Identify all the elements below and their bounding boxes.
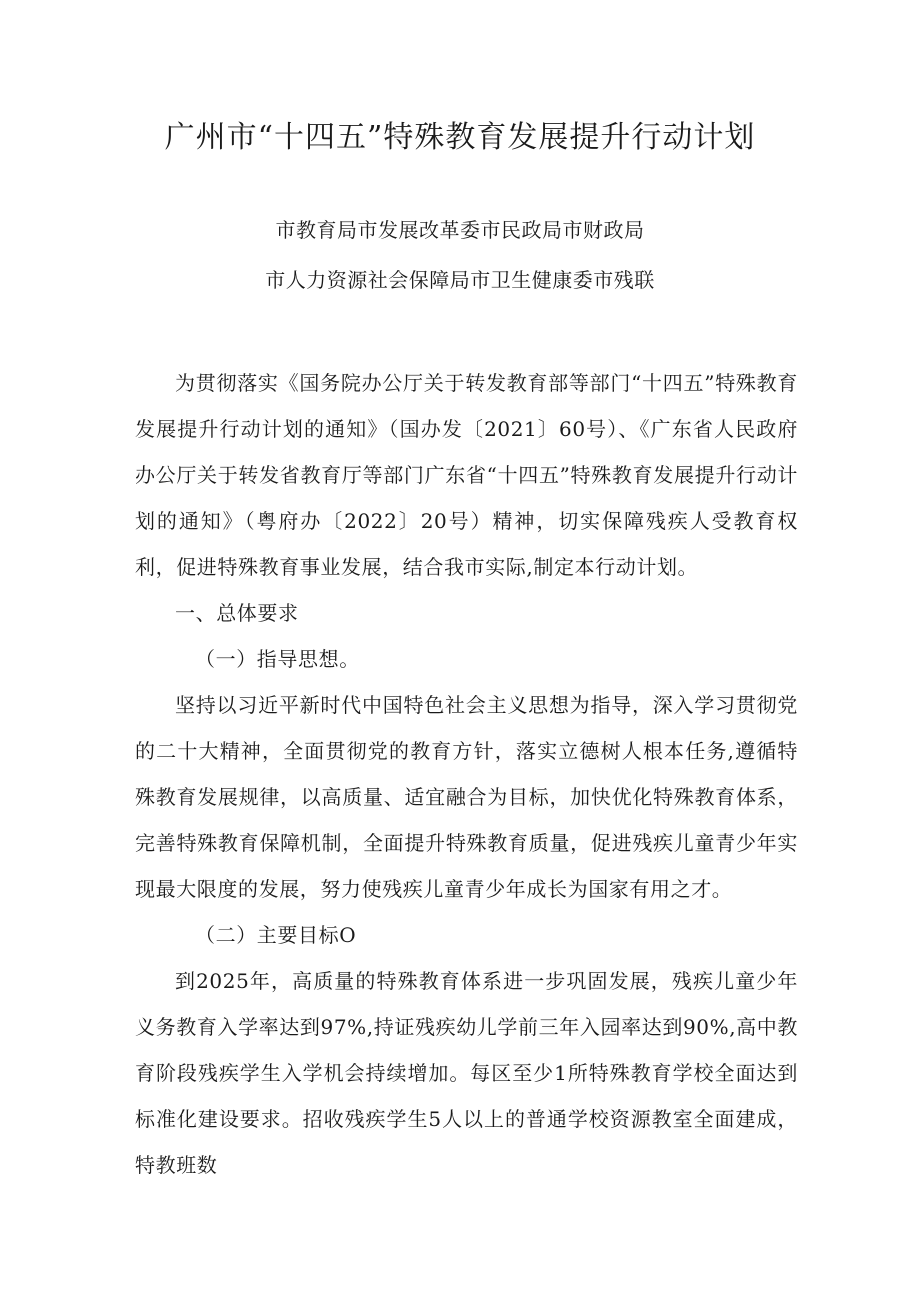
section-heading-general-requirements: 一、总体要求 bbox=[175, 601, 299, 625]
subsection-heading-main-goals: （二）主要目标O bbox=[195, 923, 357, 947]
issuing-departments-line-1: 市教育局市发展改革委市民政局市财政局 bbox=[275, 218, 645, 242]
document-title: 广州市“十四五”特殊教育发展提升行动计划 bbox=[164, 120, 756, 155]
issuing-departments-line-2: 市人力资源社会保障局市卫生健康委市残联 bbox=[265, 268, 655, 292]
document-body bbox=[135, 360, 798, 1188]
intro-paragraph: 为贯彻落实《国务院办公厅关于转发教育部等部门“十四五”特殊教育发展提升行动计划的通知》（国办发〔2021〕60号）、《广东省人民政府办公厅关于转发省教育厅等部门广东省“十四五”特殊教育发展提升行动计划的通知》（粤府办〔2022〕20号）精神，切实保障残疾人受教育权利，促进特殊教育事业发展，结合我市实际,制定本行动计划。 bbox=[135, 371, 798, 579]
guiding-ideology-paragraph: 坚持以习近平新时代中国特色社会主义思想为指导，深入学习贯彻党的二十大精神，全面贯彻党的教育方针，落实立德树人根本任务,遵循特殊教育发展规律，以高质量、适宜融合为目标，加快优化特殊教育体系，完善特殊教育保障机制，全面提升特殊教育质量，促进残疾儿童青少年实现最大限度的发展，努力使残疾儿童青少年成长为国家有用之才。 bbox=[135, 693, 798, 901]
subsection-heading-guiding-ideology: （一）指导思想。 bbox=[195, 647, 360, 671]
main-goals-paragraph: 到2025年，高质量的特殊教育体系进一步巩固发展，残疾儿童少年义务教育入学率达到97%,持证残疾幼儿学前三年入园率达到90%,高中教育阶段残疾学生入学机会持续增加。每区至少1所特殊教育学校全面达到标准化建设要求。招收残疾学生5人以上的普通学校资源教室全面建成，特教班数 bbox=[135, 969, 798, 1177]
